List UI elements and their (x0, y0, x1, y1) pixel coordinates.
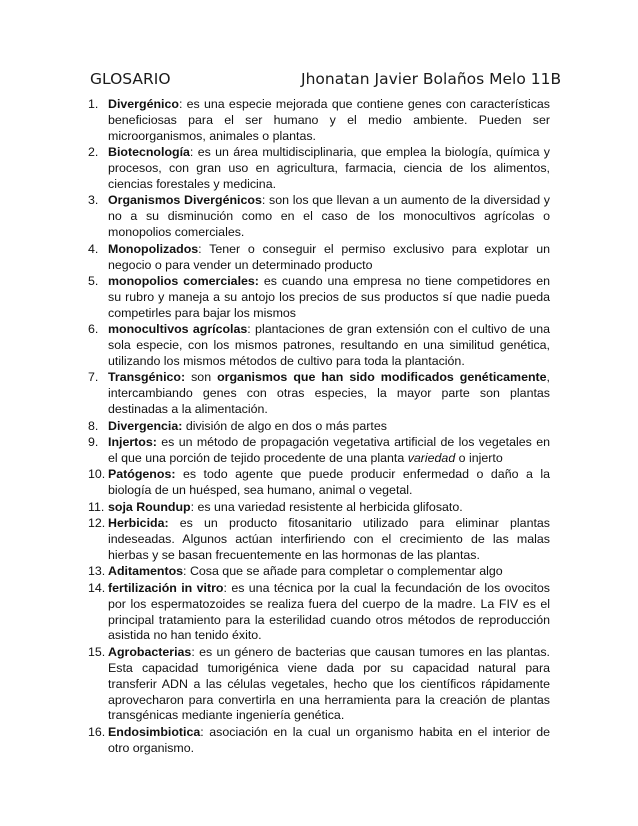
entry-number: 11. (88, 499, 105, 514)
entry-term: Divergénico (108, 97, 179, 111)
entry-number: 3. (88, 193, 99, 208)
glossary-entry (88, 564, 550, 580)
entry-definition: Tener o conseguir el permiso exclusivo para explotar un negocio o para vender un determinado producto (108, 241, 550, 272)
glossary-entry (88, 435, 550, 467)
entry-number: 15. (88, 644, 106, 659)
author-name: Jhonatan Javier Bolaños Melo 11B (301, 70, 562, 88)
entry-number: 4. (88, 241, 99, 256)
glossary-entry (88, 322, 550, 370)
glossary-entry (88, 581, 550, 645)
entry-separator: : (198, 241, 202, 256)
entry-separator: : (191, 644, 195, 659)
entry-term: Injertos: (108, 435, 157, 450)
glossary-entry (88, 242, 550, 274)
entry-separator: : (223, 580, 227, 595)
entry-separator: : (190, 499, 195, 514)
entry-term: Aditamentos (108, 564, 184, 579)
document-header (90, 70, 562, 92)
entry-definition: es todo agente que puede producir enfermedad o daño a la biología de un huésped, sea humano, animal o vegetal. (108, 467, 550, 498)
glossary-entry (88, 467, 550, 499)
entry-term: Patógenos: (108, 467, 176, 482)
entry-number: 8. (88, 418, 99, 433)
glossary-entry (88, 725, 550, 757)
entry-term: fertilización in vitro (108, 580, 224, 595)
entry-definition: es un área multidisciplinaria, que emplea la biología, química y procesos, con gran uso en agricultura, farmacia, ciencia de los alimentos, ciencias forestales y medicina. (108, 145, 550, 192)
entry-number: 1. (88, 97, 99, 111)
entry-definition: asociación en la cual un organismo habita en el interior de otro organismo. (108, 724, 550, 755)
entry-separator: : (261, 193, 266, 208)
entry-term: Divergencia: (108, 418, 183, 433)
entry-definition: son los que llevan a un aumento de la diversidad y no a su disminución como en el caso de los monocultivos agrícolas o monopolios comerciales. (108, 193, 550, 240)
entry-term: soja Roundup (108, 499, 191, 514)
entry-separator: : (200, 724, 204, 739)
entry-definition: son (185, 370, 218, 385)
entry-term: Monopolizados (108, 241, 199, 256)
entry-separator: : (183, 564, 187, 579)
entry-number: 10. (88, 467, 106, 482)
entry-number: 2. (88, 145, 99, 160)
entry-number: 13. (88, 564, 106, 579)
entry-definition: es una variedad resistente al herbicida glifosato. (194, 499, 463, 514)
entry-term: Herbicida: (108, 516, 169, 531)
entry-separator: : (247, 322, 251, 337)
glossary-entry (88, 419, 550, 435)
entry-term: Organismos Divergénicos (108, 193, 262, 208)
entry-number: 12. (88, 516, 106, 531)
entry-italic: variedad (407, 450, 456, 465)
entry-term: monopolios comerciales: (108, 273, 259, 288)
entry-number: 14. (88, 580, 106, 595)
glossary-entry (88, 370, 550, 418)
entry-number: 6. (88, 322, 99, 337)
entry-definition: plantaciones de gran extensión con el cultivo de una sola especie, con los mismos patrones, resultando en una similitud genética, utilizando los mismos métodos de cultivo para toda la plantación. (108, 322, 550, 368)
entry-definition: es un método de propagación vegetativa artificial de los vegetales en el que una porción de tejido procedente de una planta (108, 435, 550, 465)
entry-separator: : (178, 97, 183, 111)
entry-term: monocultivos agrícolas (108, 322, 248, 337)
entry-definition: es un género de bacterias que causan tumores en las plantas. Esta capacidad tumorigénica viene dada por su capacidad natural para transferir ADN a las células vegetales, hecho que los científicos rápidamente aprovecharon para convertirla en una herramienta para la creación de plantas transgénicas mediante ingeniería genética. (108, 644, 550, 723)
glossary-entry (88, 500, 550, 516)
entry-number: 16. (88, 724, 106, 739)
entry-term: Biotecnología (108, 145, 190, 160)
entry-definition: es cuando una empresa no tiene competidores en su rubro y maneja a su antojo los precios de sus productos sí que nadie pueda competirles para bajar los mismos (108, 273, 550, 320)
entry-term: Transgénico: (108, 370, 186, 385)
document-title: GLOSARIO (90, 70, 171, 88)
entry-definition: Cosa que se añade para completar o complementar algo (186, 564, 503, 579)
entry-definition: es una especie mejorada que contiene genes con características beneficiosas para el ser humano y el medio ambiente. Pueden ser microorganismos, animales o plantas. (108, 97, 550, 143)
entry-number: 7. (88, 370, 99, 385)
glossary-entry (88, 516, 550, 564)
entry-definition-cont: o injerto (455, 450, 503, 465)
entry-definition-cont: , intercambiando genes con otras especies, la mayor parte son plantas destinadas a la alimentación. (108, 370, 550, 417)
entry-term: Agrobacterias (108, 644, 192, 659)
glossary-entry (88, 193, 550, 241)
entry-definition: es un producto fitosanitario utilizado para eliminar plantas indeseadas. Algunos actúan interfiriendo con el crecimiento de las malas hierbas y se basan frecuentemente en las hormonas de las plantas. (108, 516, 550, 562)
entry-separator: : (189, 145, 194, 160)
entry-term: Endosimbiotica (108, 724, 201, 739)
entry-definition: división de algo en dos o más partes (182, 418, 387, 433)
glossary-entry (88, 97, 550, 145)
glossary-entry (88, 645, 550, 725)
entry-definition: es una técnica por la cual la fecundación de los ovocitos por los espermatozoides se realiza fuera del cuerpo de la madre. La FIV es el principal tratamiento para la esterilidad cuando otros métodos de reproducción asistida no han tenido éxito. (108, 580, 550, 643)
entry-number: 9. (88, 435, 99, 450)
entry-emphasis: organismos que han sido modificados genéticamente (217, 370, 547, 385)
entry-number: 5. (88, 273, 99, 288)
glossary-entry (88, 274, 550, 322)
glossary-entry (88, 145, 550, 193)
glossary-list (88, 97, 550, 757)
